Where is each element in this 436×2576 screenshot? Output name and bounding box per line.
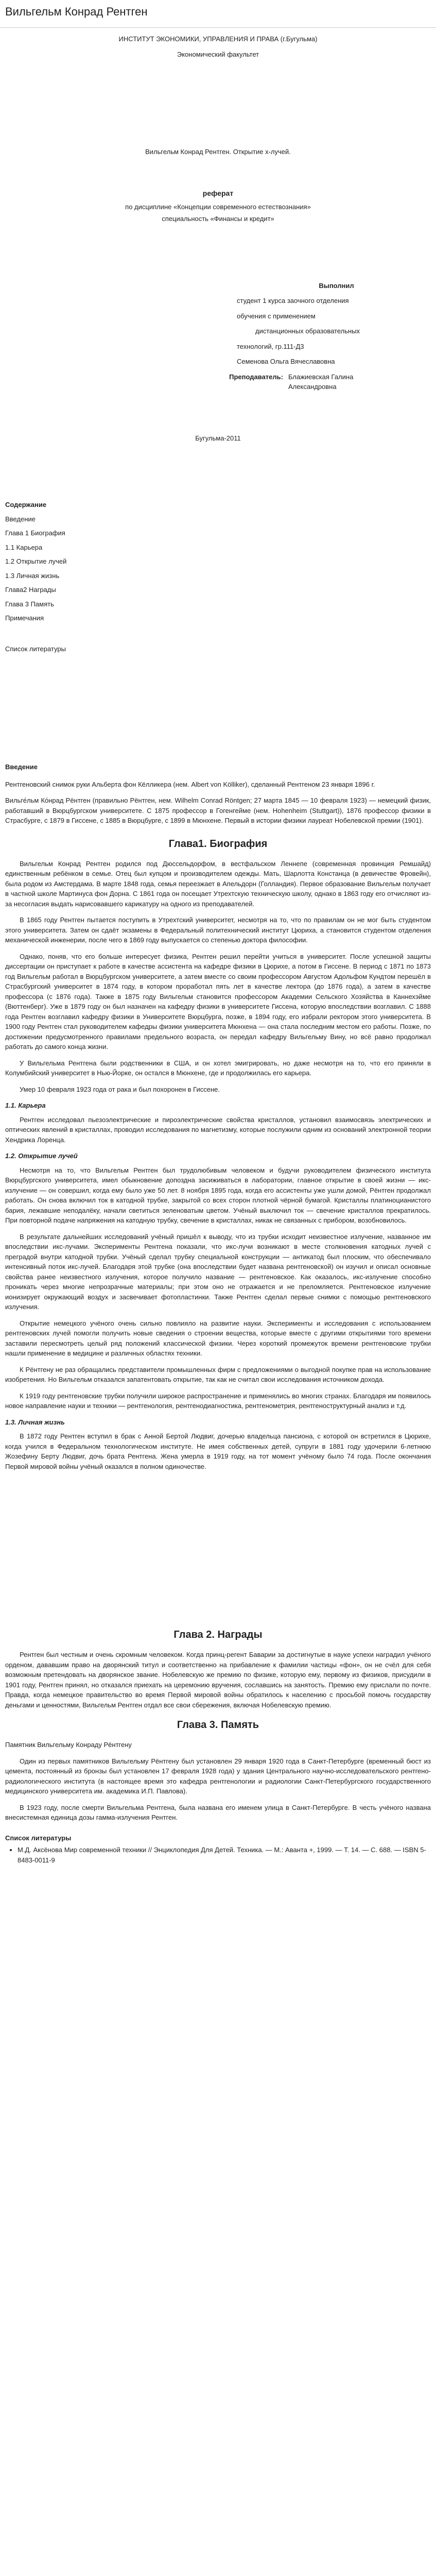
chapter-3-title: Глава 3. Память <box>177 1719 259 1731</box>
performer-line: дистанционных образовательных <box>255 327 360 335</box>
work-kind: реферат <box>202 189 234 197</box>
references-heading: Список литературы <box>5 1834 72 1842</box>
body-paragraph: Умер 10 февраля 1923 года от рака и был похоронен в Гиссене. <box>20 1085 220 1093</box>
checker-label: Преподаватель: <box>229 372 283 381</box>
body-paragraph: Несмотря на то, что Вильгельм Рентген был трудолюбивым человеком и будучи руководителем физического института Вюрцбургского университета, имел обыкновение допоздна засиживаться в лаборатории, главное открытие в своей жизни — икс-излучение — он совершил, когда ему было уже 50 лет. 8 ноября 1895 года, когда его ассистенты уже ушли домой, Рёнтген продолжал работать. Он снова включил ток в катодной трубке, закрытой со всех сторон плотной чёрной бумагой. Кристаллы платиноцианистого бария, лежавшие неподалёку, начали светиться зеленоватым цветом. Учёный выключил ток — свечение кристаллов прекратилось. При повторной подаче напряжения на катодную трубку, свечение в кристаллах, никак не связанных с прибором, возобновилось. <box>5 1166 431 1224</box>
body-paragraph: В 1923 году, после смерти Вильгельма Рентгена, была названа его именем улица в Санкт-Петербурге. В честь учёного названа внесистемная единица дозы гамма-излучения Рентген. <box>5 1803 431 1821</box>
city-year: Бугульма-2011 <box>195 434 241 442</box>
body-paragraph: К 1919 году рентгеновские трубки получили широкое распространение и применялись во многих странах. Благодаря им появилось новое направление науки и техники — рентгенология, рентгенодиагностика, рентгенометрия, рентгеноструктурный анализ и т.д. <box>5 1392 431 1410</box>
body-paragraph: Памятник Вильгельму Конраду Рёнтгену <box>5 1741 132 1749</box>
work-title: Вильгельм Конрад Рентген. Открытие х-лучей. <box>145 148 291 156</box>
checker-name: Блажиевская Галина Александровна <box>288 372 354 391</box>
reference-item: • М.Д. Аксёнова Мир современной техники // Энциклопедия Для Детей. Техника. — М.: Аванта +, 1999. — Т. 14. — С. 688. — ISBN 5-8483-0011-9 <box>18 1845 436 1865</box>
contents-item: 1.1 Карьера <box>5 543 43 551</box>
intro-paragraph: Рентгеновский снимок руки Альберта фон Кёлликера (нем. Albert von Kölliker), сделанный Рентгеном 23 января 1896 г. <box>5 780 375 788</box>
performer-line: обучения с применением <box>237 312 316 320</box>
discipline: по дисциплине «Концепции современного естествознания» <box>125 202 311 211</box>
checker-row <box>185 372 436 392</box>
performer-line: студент 1 курса заочного отделения <box>237 297 349 304</box>
section-title-personal: 1.3. Личная жизнь <box>5 1418 65 1426</box>
body-paragraph: В 1872 году Рентген вступил в брак с Анной Бертой Людвиг, дочерью владельца пансиона, с которой он встретился в Цюрихе, когда учился в Федеральном технологическом институте. Не имея собственных детей, супруги в 1881 году удочерили 6-летнюю Жозефину Берту Людвиг, дочь брата Рентгена. Жена умерла в 1919 году, на тот момент учёному было 74 года. После окончания Первой мировой войны учёный оказался в полном одиночестве. <box>5 1432 431 1470</box>
performer-block <box>237 281 436 367</box>
page-gap <box>0 1478 436 1555</box>
section-title-career: 1.1. Карьера <box>5 1101 46 1109</box>
chapter-1-title: Глава1. Биография <box>168 838 268 850</box>
body-paragraph: К Рёнтгену не раз обращались представители промышленных фирм с предложениями о выгодной покупке прав на использование изобретения. Но Вильгельм отказался запатентовать открытие, так как не считал свои исследования источником дохода. <box>5 1365 431 1383</box>
body-paragraph: Открытие немецкого учёного очень сильно повлияло на развитие науки. Эксперименты и исследования с использованием рентгеновских лучей помогли получить новые сведения о строении вещества, которые вместе с другими открытиями того времени заставили пересмотреть целый ряд положений классической физики. Через короткий промежуток времени рентгеновские трубки нашли применение в медицине и различных областях техники. <box>5 1319 431 1357</box>
contents-item: Введение <box>5 515 36 523</box>
body-paragraph: В результате дальнейших исследований учёный пришёл к выводу, что из трубки исходит неизвестное излучение, названное им впоследствии икс-лучами. Эксперименты Рентгена показали, что икс-лучи возникают в месте столкновения катодных лучей с преградой внутри катодной трубки. Учёный сделал трубку специальной конструкции — антикатод был плоским, что обеспечивало интенсивный поток икс-лучей. Благодаря этой трубке (она впоследствии будет названа рентгеновской) он изучил и описал основные свойства ранее неизвестного излучения, которое получило название — рентгеновское. Как оказалось, икс-излучение способно проникать через многие непрозрачные материалы; при этом оно не отражается и не преломляется. Рентгеновское излучение ионизирует окружающий воздух и засвечивает фотопластинки. Также Рентген сделал первые снимки с помощью рентгеновского излучения. <box>5 1232 431 1311</box>
table-of-contents <box>0 500 436 654</box>
performer-line: технологий, гр.111-Д3 <box>237 342 304 350</box>
contents-heading: Содержание <box>5 501 47 509</box>
faculty-name: Экономический факультет <box>177 50 259 58</box>
body-paragraph: Вильгельм Конрад Рентген родился под Дюссельдорфом, в вестфальском Леннепе (современная провинция Ремшайд) единственным ребёнком в семье. Отец был купцом и производителем одежды. Мать, Шарлотта Констанца (в девичестве Фровейн), была родом из Амстердама. В марте 1848 года, семья переезжает в Апельдорн (Голландия). Первое образование Вильгельм получает в частной школе Мартинуса фон Дорна. С 1861 года он посещает Утрехтскую техническую школу, однако в 1863 году его отчисляют из-за несогласия выдать нарисовавшего карикатуру на одного из преподавателей. <box>5 859 431 908</box>
chapter-2-title: Глава 2. Награды <box>173 1629 263 1640</box>
title-page <box>0 34 436 443</box>
body-paragraph: Рентген был честным и очень скромным человеком. Когда принц-регент Баварии за достигнутые в науке успехи наградил учёного орденом, дававшим право на дворянский титул и соответственно на прибавление к фамилии частицы «фон», он не счёл для себя возможным претендовать на дворянское звание. Нобелевскую же премию по физике, которую ему, первому из физиков, присудили в 1901 году, Рентген принял, но отказался приехать на церемонию вручения, сославшись на занятость. Премию ему прислали по почте. Правда, когда немецкое правительство во время Первой мировой войны обратилось к населению с просьбой помочь государству деньгами и ценностями, Вильгельм Рентген отдал все свои сбережения, включая Нобелевскую премию. <box>5 1651 431 1709</box>
page-title: Вильгельм Конрад Рентген <box>0 0 436 28</box>
contents-item: Примечания <box>5 614 44 622</box>
references-list <box>0 1845 436 1865</box>
intro-paragraph: Вильге́льм Ко́нрад Рёнтген (правильно Рёнтген, нем. Wilhelm Conrad Röntgen; 27 марта 1845 — 10 февраля 1923) — немецкий физик, работавший в Вюрцбургском университете. С 1875 профессор в Гогенгейме (нем. Hohenheim (Stuttgart)), 1876 профессор физики в Страсбурге, с 1879 в Гиссене, с 1885 в Вюрцбурге, с 1899 в Мюнхене. Первый в истории физики лауреат Нобелевской премии (1901). <box>5 796 431 824</box>
body-paragraph: У Вильгельма Рентгена были родственники в США, и он хотел эмигрировать, но даже несмотря на то, что его приняли в Колумбийский университет в Нью-Йорке, он остался в Мюнхене, где и продолжилась его карьера. <box>5 1059 431 1077</box>
body-paragraph: Однако, поняв, что его больше интересует физика, Рентген решил перейти учиться в университет. После успешной защиты диссертации он приступает к работе в качестве ассистента на кафедре физики в Цюрихе, а потом в Гиссене. В период с 1871 по 1873 год Вильгельм работал в Вюрцбургском университете, а затем вместе со своим профессором Августом Адольфом Кундтом перешёл в Страсбургский университет в 1874 году, в котором проработал пять лет в качестве лектора (до 1876 года), а затем в качестве профессора (с 1876 года). Также в 1875 году Вильгельм становится профессором Академии Сельского Хозяйства в Каннехэйме (Вюттенберг). Уже в 1879 году он был назначен на кафедру физики в университете Гиссена, которую впоследствии возглавил. С 1888 года Рентген возглавил кафедру физики в Университете Вюрцбурга, позже, в 1894 году, его избрали ректором этого университета. В 1900 году Рентген стал руководителем кафедры физики университета Мюнхена — она стала последним местом его работы. Позже, по достижении предусмотренного правилами предельного возраста, он передал кафедру Вильгельму Вину, но всё равно продолжал работать до самого конца жизни. <box>5 952 431 1050</box>
contents-item: Глава 3 Память <box>5 600 54 608</box>
contents-item: Список литературы <box>5 645 66 653</box>
body-paragraph: Один из первых памятников Вильгельму Рёнтгену был установлен 29 января 1920 года в Санкт-Петербурге (временный бюст из цемента, постоянный из бронзы был установлен 17 февраля 1928 года) у здания Центрального научно-исследовательского рентгено-радиологического института (в настоящее время это кафедра рентгенологии и радиологии Санкт-Петербургского государственного медицинского университета им. академика И.П. Павлова). <box>5 1757 431 1795</box>
performer-heading: Выполнил <box>319 281 354 290</box>
specialty: специальность «Финансы и кредит» <box>162 215 274 223</box>
intro-heading: Введение <box>5 763 38 771</box>
performer-line: Семенова Ольга Вячеславовна <box>237 358 335 365</box>
body-paragraph: Рентген исследовал пьезоэлектрические и пироэлектрические свойства кристаллов, установил взаимосвязь электрических и оптических явлений в кристаллах, проводил исследования по магнетизму, которые послужили одним из оснований электронной теории Хендрика Лоренца. <box>5 1115 431 1144</box>
contents-item: 1.2 Открытие лучей <box>5 557 67 565</box>
university-name: ИНСТИТУТ ЭКОНОМИКИ, УПРАВЛЕНИЯ И ПРАВА (г.Бугульма) <box>118 35 318 43</box>
contents-item: Глава2 Награды <box>5 586 56 594</box>
contents-item: Глава 1 Биография <box>5 529 65 537</box>
body-paragraph: В 1865 году Рентген пытается поступить в Утрехтский университет, несмотря на то, что по правилам он не мог быть студентом этого университета. Затем он сдаёт экзамены в Федеральный политехнический институт Цюриха, а становится студентом отделения механической инженерии, после чего в 1869 году выпускается со степенью доктора философии. <box>5 916 431 944</box>
section-title-discovery: 1.2. Открытие лучей <box>5 1152 78 1160</box>
contents-item: 1.3 Личная жизнь <box>5 571 60 580</box>
